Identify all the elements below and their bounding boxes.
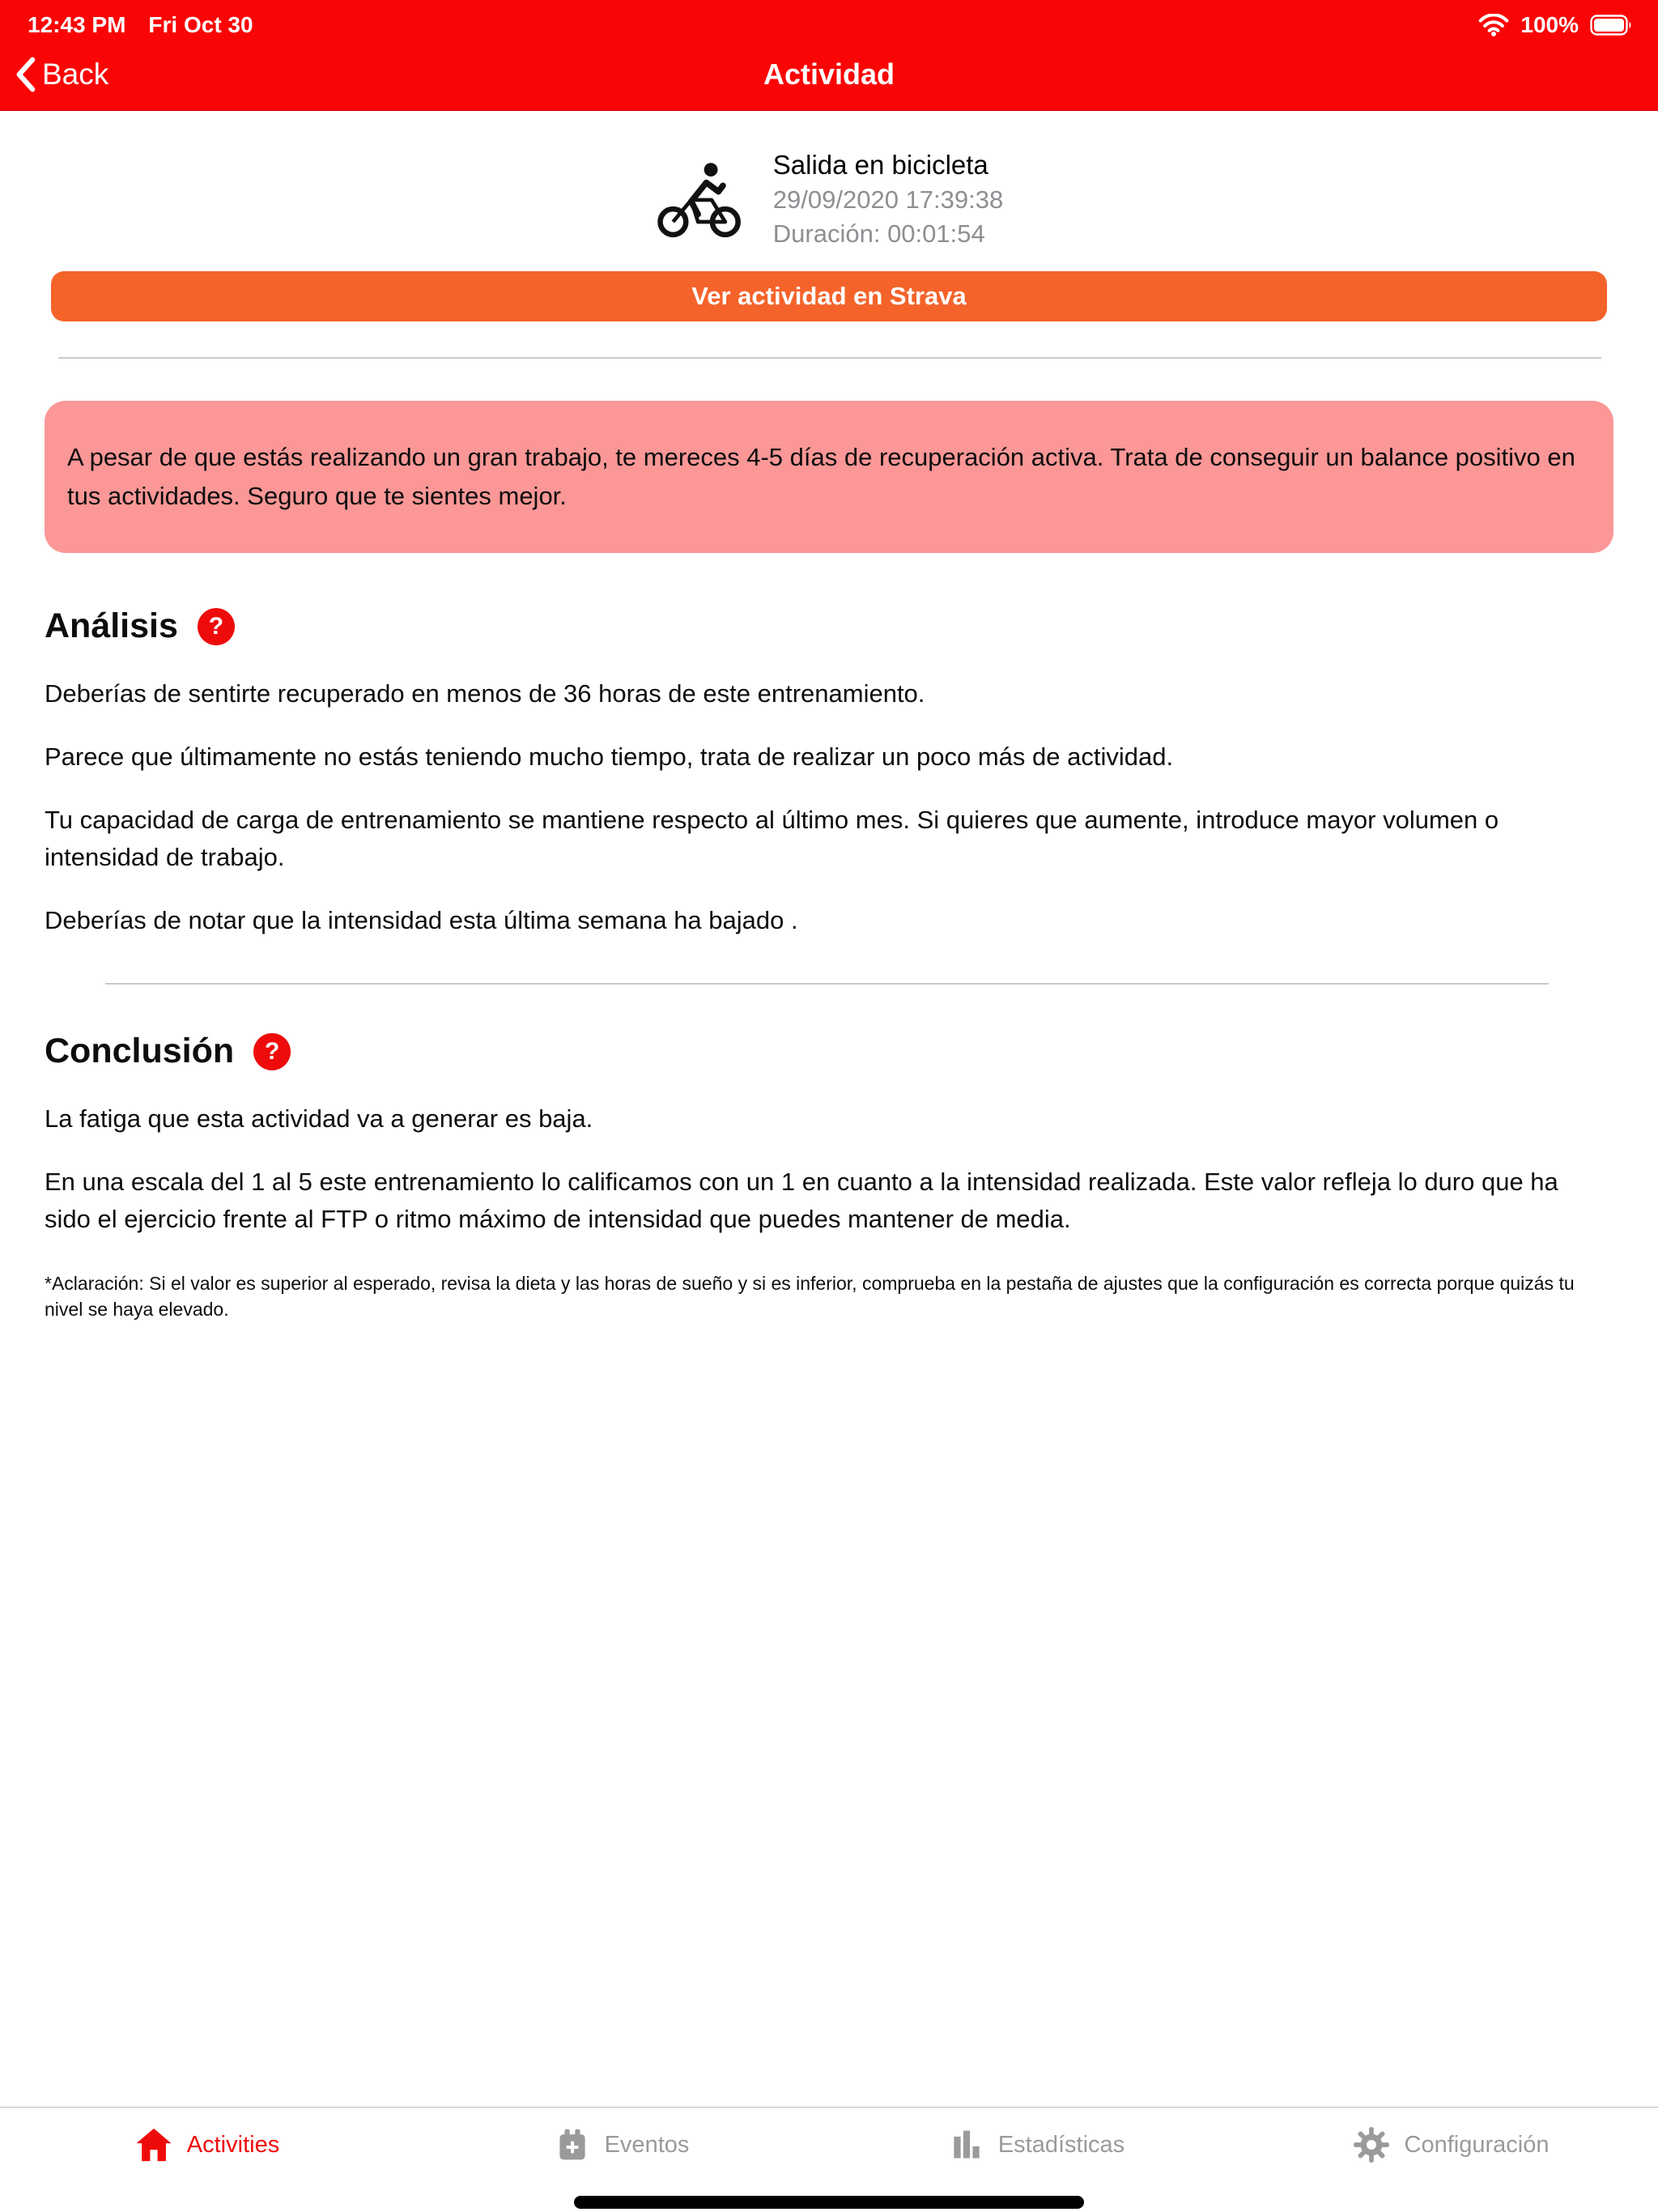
tab-label: Configuración (1404, 2131, 1550, 2158)
tab-configuracion[interactable] (1244, 2108, 1658, 2182)
tab-label: Eventos (604, 2131, 690, 2158)
view-strava-button[interactable]: Ver actividad en Strava (51, 271, 1607, 321)
chevron-left-icon (15, 57, 36, 92)
bar-chart-icon (948, 2127, 984, 2163)
conclusion-footnote: *Aclaración: Si el valor es superior al esperado, revisa la dieta y las horas de sueño y si es inferior, comprueba en la pestaña de ajustes que la configuración es correcta porque quizás tu nivel se haya elevado. (45, 1273, 1575, 1320)
back-label: Back (42, 57, 109, 91)
cyclist-icon (655, 157, 746, 241)
analysis-paragraph: Parece que últimamente no estás teniendo mucho tiempo, trata de realizar un poco más de actividad. (45, 742, 1174, 771)
calendar-plus-icon (555, 2127, 590, 2163)
battery-icon (1590, 15, 1632, 36)
analysis-paragraph: Tu capacidad de carga de entrenamiento se mantiene respecto al último mes. Si quieres que aumente, introduce mayor volumen o intensidad de trabajo. (45, 806, 1499, 871)
conclusion-heading: Conclusión (45, 1032, 235, 1070)
nav-bar (0, 42, 1658, 107)
activity-datetime: 29/09/2020 17:39:38 (772, 185, 1004, 214)
status-bar (0, 0, 1658, 42)
analysis-paragraph: Deberías de sentirte recuperado en menos de 36 horas de este entrenamiento. (45, 679, 925, 708)
home-indicator[interactable] (574, 2196, 1084, 2209)
battery-percent: 100% (1520, 12, 1579, 37)
app-header (0, 0, 1658, 111)
help-icon[interactable]: ? (198, 608, 235, 645)
status-time: 12:43 PM (28, 12, 126, 37)
activity-duration: Duración: 00:01:54 (772, 219, 985, 248)
analysis-heading: Análisis (45, 606, 178, 645)
help-icon[interactable]: ? (253, 1033, 291, 1070)
tab-eventos[interactable] (414, 2108, 829, 2182)
status-date: Fri Oct 30 (148, 12, 253, 37)
wifi-icon (1478, 14, 1509, 36)
divider (58, 357, 1601, 359)
conclusion-section-header (45, 1032, 1609, 1071)
divider (105, 983, 1549, 985)
activity-title: Salida en bicicleta (772, 150, 988, 180)
home-icon (135, 2127, 172, 2163)
activity-summary (0, 150, 1658, 249)
page-title: Actividad (763, 57, 895, 91)
recommendation-box: A pesar de que estás realizando un gran trabajo, te mereces 4-5 días de recuperación activa. Trata de conseguir un balance positivo en tus actividades. Seguro que te sientes mejor. (45, 401, 1613, 553)
conclusion-paragraph: La fatiga que esta actividad va a generar es baja. (45, 1104, 593, 1133)
tab-label: Estadísticas (997, 2131, 1125, 2158)
conclusion-paragraph: En una escala del 1 al 5 este entrenamiento lo calificamos con un 1 en cuanto a la intensidad realizada. Este valor refleja lo duro que ha sido el ejercicio frente al FTP o ritmo máximo de intensidad que puedes mantener de media. (45, 1168, 1558, 1233)
back-button[interactable] (15, 57, 108, 92)
tab-estadisticas[interactable] (829, 2108, 1244, 2182)
analysis-paragraph: Deberías de notar que la intensidad esta última semana ha bajado . (45, 906, 798, 934)
tab-label: Activities (186, 2131, 280, 2158)
analysis-section-header (45, 606, 1609, 646)
tab-activities[interactable] (0, 2108, 414, 2182)
gear-icon (1353, 2126, 1390, 2163)
